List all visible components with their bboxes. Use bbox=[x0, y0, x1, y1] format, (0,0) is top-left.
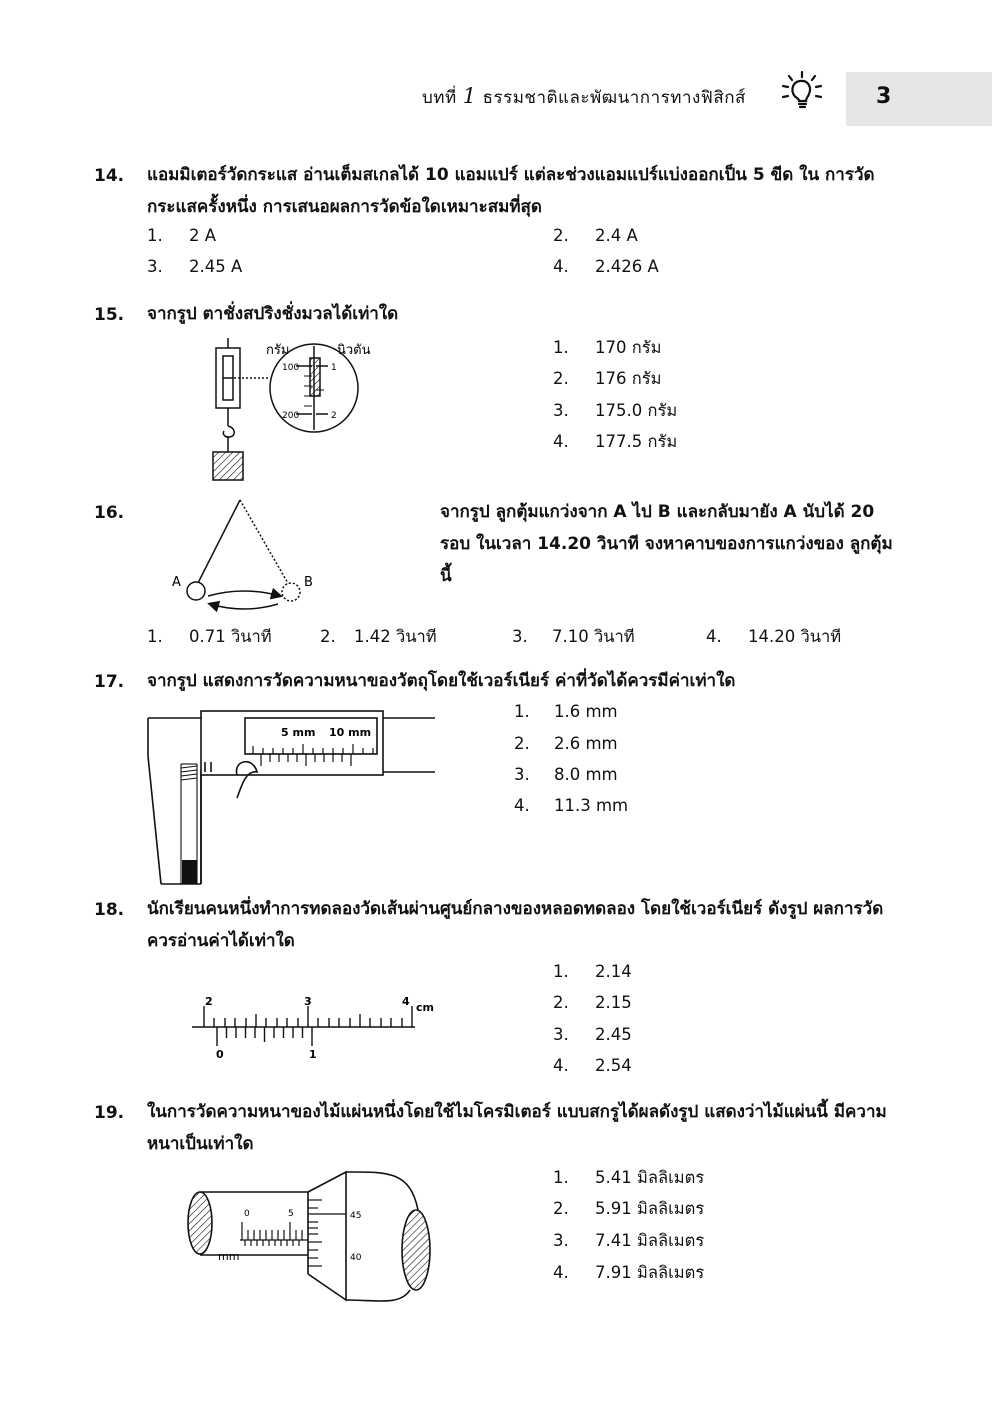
pendulum-figure bbox=[168, 494, 328, 614]
scale-label: 5 mm bbox=[281, 726, 316, 739]
option[interactable]: 3. 7.41 มิลลิเมตร bbox=[553, 1231, 705, 1250]
chapter-label: บทที่ bbox=[422, 88, 457, 108]
option[interactable]: 3. 7.10 วินาที bbox=[512, 627, 635, 646]
vernier-caliper-figure bbox=[145, 708, 445, 884]
question-text: ในการวัดความหนาของไม้แผ่นหนึ่งโดยใช้ไมโครมิเตอร์ แบบสกรูได้ผลดังรูป แสดงว่าไม้แผ่นนี้ มีความหนาเป็นเท่าใด bbox=[147, 1102, 887, 1154]
question-text: นักเรียนคนหนึ่งทำการทดลองวัดเส้นผ่านศูนย์กลางของหลอดทดลอง โดยใช้เวอร์เนียร์ ดังรูป ผลการวัดควรอ่านค่าได้เท่าใด bbox=[147, 899, 884, 951]
option[interactable]: 1. 1.6 mm bbox=[514, 702, 618, 721]
option[interactable]: 2. 2.15 bbox=[553, 993, 632, 1012]
question-number: 19. bbox=[94, 1103, 125, 1123]
tick-label: 100 bbox=[282, 363, 300, 373]
question-number: 18. bbox=[94, 900, 125, 920]
unit-label: mm bbox=[218, 1250, 240, 1263]
option[interactable]: 2. 176 กรัม bbox=[553, 369, 662, 388]
vernier-scale-figure bbox=[190, 994, 450, 1064]
vernier-label: 1 bbox=[309, 1048, 317, 1061]
option[interactable]: 2. 5.91 มิลลิเมตร bbox=[553, 1199, 705, 1218]
micrometer-figure bbox=[186, 1170, 436, 1312]
option[interactable]: 4. 11.3 mm bbox=[514, 796, 629, 815]
label-a: A bbox=[172, 575, 181, 590]
main-scale-label: 2 bbox=[205, 995, 213, 1008]
label-grams: กรัม bbox=[266, 343, 290, 358]
question-number: 16. bbox=[94, 503, 125, 523]
tick-label: 2 bbox=[331, 411, 337, 421]
chapter-title: ธรรมชาติและพัฒนาการทางฟิสิกส์ bbox=[482, 88, 746, 108]
question-number: 17. bbox=[94, 672, 125, 692]
label-b: B bbox=[304, 575, 313, 590]
option[interactable]: 1. 2.14 bbox=[553, 962, 632, 981]
sleeve-label: 5 bbox=[288, 1209, 294, 1219]
question-number: 15. bbox=[94, 305, 125, 325]
page-number: 3 bbox=[876, 84, 892, 109]
option[interactable]: 2. 2.6 mm bbox=[514, 734, 618, 753]
option[interactable]: 1. 2 A bbox=[147, 226, 217, 245]
question-text: จากรูป ลูกตุ้มแกว่งจาก A ไป B และกลับมายัง A นับได้ 20 รอบ ในเวลา 14.20 วินาที จงหาคาบของการแกว่งของ ลูกตุ้มนี้ bbox=[440, 502, 893, 586]
option[interactable]: 2. 1.42 วินาที bbox=[320, 627, 437, 646]
chapter-header bbox=[422, 84, 746, 111]
main-scale-label: 4 bbox=[402, 995, 410, 1008]
option[interactable]: 1. 0.71 วินาที bbox=[147, 627, 272, 646]
question-number: 14. bbox=[94, 166, 125, 186]
option[interactable]: 3. 2.45 A bbox=[147, 257, 243, 276]
chapter-number: 1 bbox=[462, 84, 477, 108]
spring-balance-figure bbox=[200, 336, 380, 486]
tick-label: 1 bbox=[331, 363, 337, 373]
main-scale-label: 3 bbox=[304, 995, 312, 1008]
option[interactable]: 3. 175.0 กรัม bbox=[553, 401, 678, 420]
option[interactable]: 4. 7.91 มิลลิเมตร bbox=[553, 1263, 705, 1282]
tick-label: 200 bbox=[282, 411, 300, 421]
vernier-label: 0 bbox=[216, 1048, 224, 1061]
option[interactable]: 3. 2.45 bbox=[553, 1025, 632, 1044]
label-newtons: นิวตัน bbox=[337, 343, 371, 358]
option[interactable]: 2. 2.4 A bbox=[553, 226, 638, 245]
thimble-label: 45 bbox=[350, 1211, 362, 1221]
option[interactable]: 1. 170 กรัม bbox=[553, 338, 662, 357]
option[interactable]: 1. 5.41 มิลลิเมตร bbox=[553, 1168, 705, 1187]
option[interactable]: 3. 8.0 mm bbox=[514, 765, 618, 784]
page-number-box bbox=[846, 72, 992, 126]
sleeve-label: 0 bbox=[244, 1209, 250, 1219]
unit-label: cm bbox=[416, 1001, 434, 1014]
lightbulb-icon bbox=[780, 70, 828, 114]
option[interactable]: 4. 14.20 วินาที bbox=[706, 627, 842, 646]
question-text: แอมมิเตอร์วัดกระแส อ่านเต็มสเกลได้ 10 แอมแปร์ แต่ละช่วงแอมแปร์แบ่งออกเป็น 5 ขีด ใน การวัดกระแสครั้งหนึ่ง การเสนอผลการวัดข้อใดเหมาะสมที่สุด bbox=[147, 165, 875, 217]
thimble-label: 40 bbox=[350, 1253, 362, 1263]
option[interactable]: 4. 177.5 กรัม bbox=[553, 432, 678, 451]
scale-label: 10 mm bbox=[329, 726, 372, 739]
question-text: จากรูป ตาชั่งสปริงชั่งมวลได้เท่าใด bbox=[147, 304, 399, 324]
measured-object bbox=[182, 860, 197, 884]
option[interactable]: 4. 2.426 A bbox=[553, 257, 659, 276]
option[interactable]: 4. 2.54 bbox=[553, 1056, 632, 1075]
question-text: จากรูป แสดงการวัดความหนาของวัตถุโดยใช้เวอร์เนียร์ ค่าที่วัดได้ควรมีค่าเท่าใด bbox=[147, 671, 736, 691]
